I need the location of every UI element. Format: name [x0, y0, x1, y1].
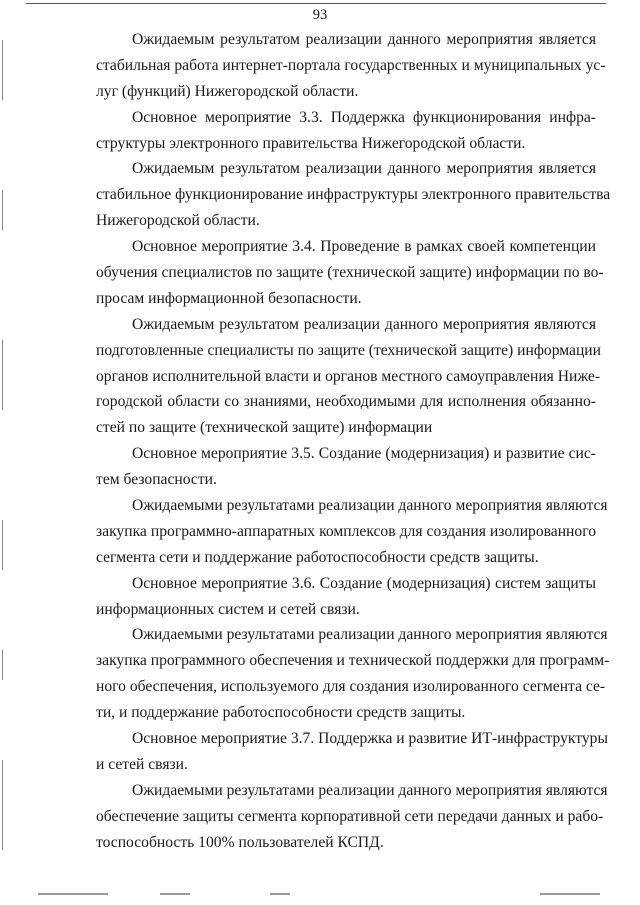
text-line: Ожидаемым результатом реализации данного мероприятия являются	[132, 315, 596, 333]
scan-left-margin-marks	[2, 40, 4, 860]
text-line: Ожидаемыми результатами реализации данного мероприятия являются	[132, 781, 608, 799]
text-line: Основное мероприятие 3.7. Поддержка и развитие ИТ-инфраструктуры	[132, 730, 608, 748]
scan-top-rule	[26, 3, 606, 4]
text-line: стабильная работа интернет-портала государственных и муниципальных ус-	[96, 56, 606, 74]
text-line: информационных систем и сетей связи.	[96, 600, 360, 618]
text-line: Ожидаемыми результатами реализации данного мероприятия являются	[132, 497, 608, 515]
text-line: Ожидаемым результатом реализации данного мероприятия является	[132, 160, 596, 178]
text-line: сегмента сети и поддержание работоспособности средств защиты.	[96, 548, 539, 566]
text-line: обеспечение защиты сегмента корпоративной сети передачи данных и рабо-	[96, 807, 604, 825]
text-line: Основное мероприятие 3.6. Создание (модернизация) систем защиты	[132, 574, 596, 592]
text-line: Основное мероприятие 3.4. Проведение в рамках своей компетенции	[132, 238, 596, 256]
text-line: структуры электронного правительства Нижегородской области.	[96, 134, 526, 152]
text-line: тоспособность 100% пользователей КСПД.	[96, 833, 384, 851]
text-line: луг (функций) Нижегородской области.	[96, 82, 359, 100]
text-line: ного обеспечения, используемого для создания изолированного сегмента се-	[96, 678, 606, 696]
text-line: закупка программно-аппаратных комплексов для создания изолированного	[96, 522, 596, 540]
document-body	[96, 27, 611, 856]
text-line: органов исполнительной власти и органов местного самоуправления Ниже-	[96, 367, 601, 385]
text-line: стей по защите (технической защите) информации	[96, 419, 433, 437]
text-line: Ожидаемым результатом реализации данного мероприятия является	[132, 31, 596, 48]
text-line: тем безопасности.	[96, 471, 217, 489]
text-line: подготовленные специалисты по защите (технической защите) информации	[96, 341, 601, 359]
text-line: обучения специалистов по защите (технической защите) информации по во-	[96, 264, 604, 282]
text-line: Нижегородской области.	[96, 212, 260, 230]
text-line: Ожидаемыми результатами реализации данного мероприятия являются	[132, 626, 608, 644]
text-line: Основное мероприятие 3.3. Поддержка функционирования инфра-	[132, 108, 596, 126]
text-line: Основное мероприятие 3.5. Создание (модернизация) и развитие сис-	[132, 445, 596, 463]
text-line: стабильное функционирование инфраструктуры электронного правительства	[96, 186, 611, 204]
text-line: городской области со знаниями, необходимыми для исполнения обязанно-	[96, 393, 596, 411]
text-line: и сетей связи.	[96, 755, 188, 773]
scan-bottom-noise	[20, 893, 620, 897]
text-line: просам информационной безопасности.	[96, 289, 362, 307]
text-line: закупка программного обеспечения и технической поддержки для программ-	[96, 652, 610, 670]
text-line: ти, и поддержание работоспособности средств защиты.	[96, 704, 466, 722]
page-number: 93	[312, 7, 328, 23]
